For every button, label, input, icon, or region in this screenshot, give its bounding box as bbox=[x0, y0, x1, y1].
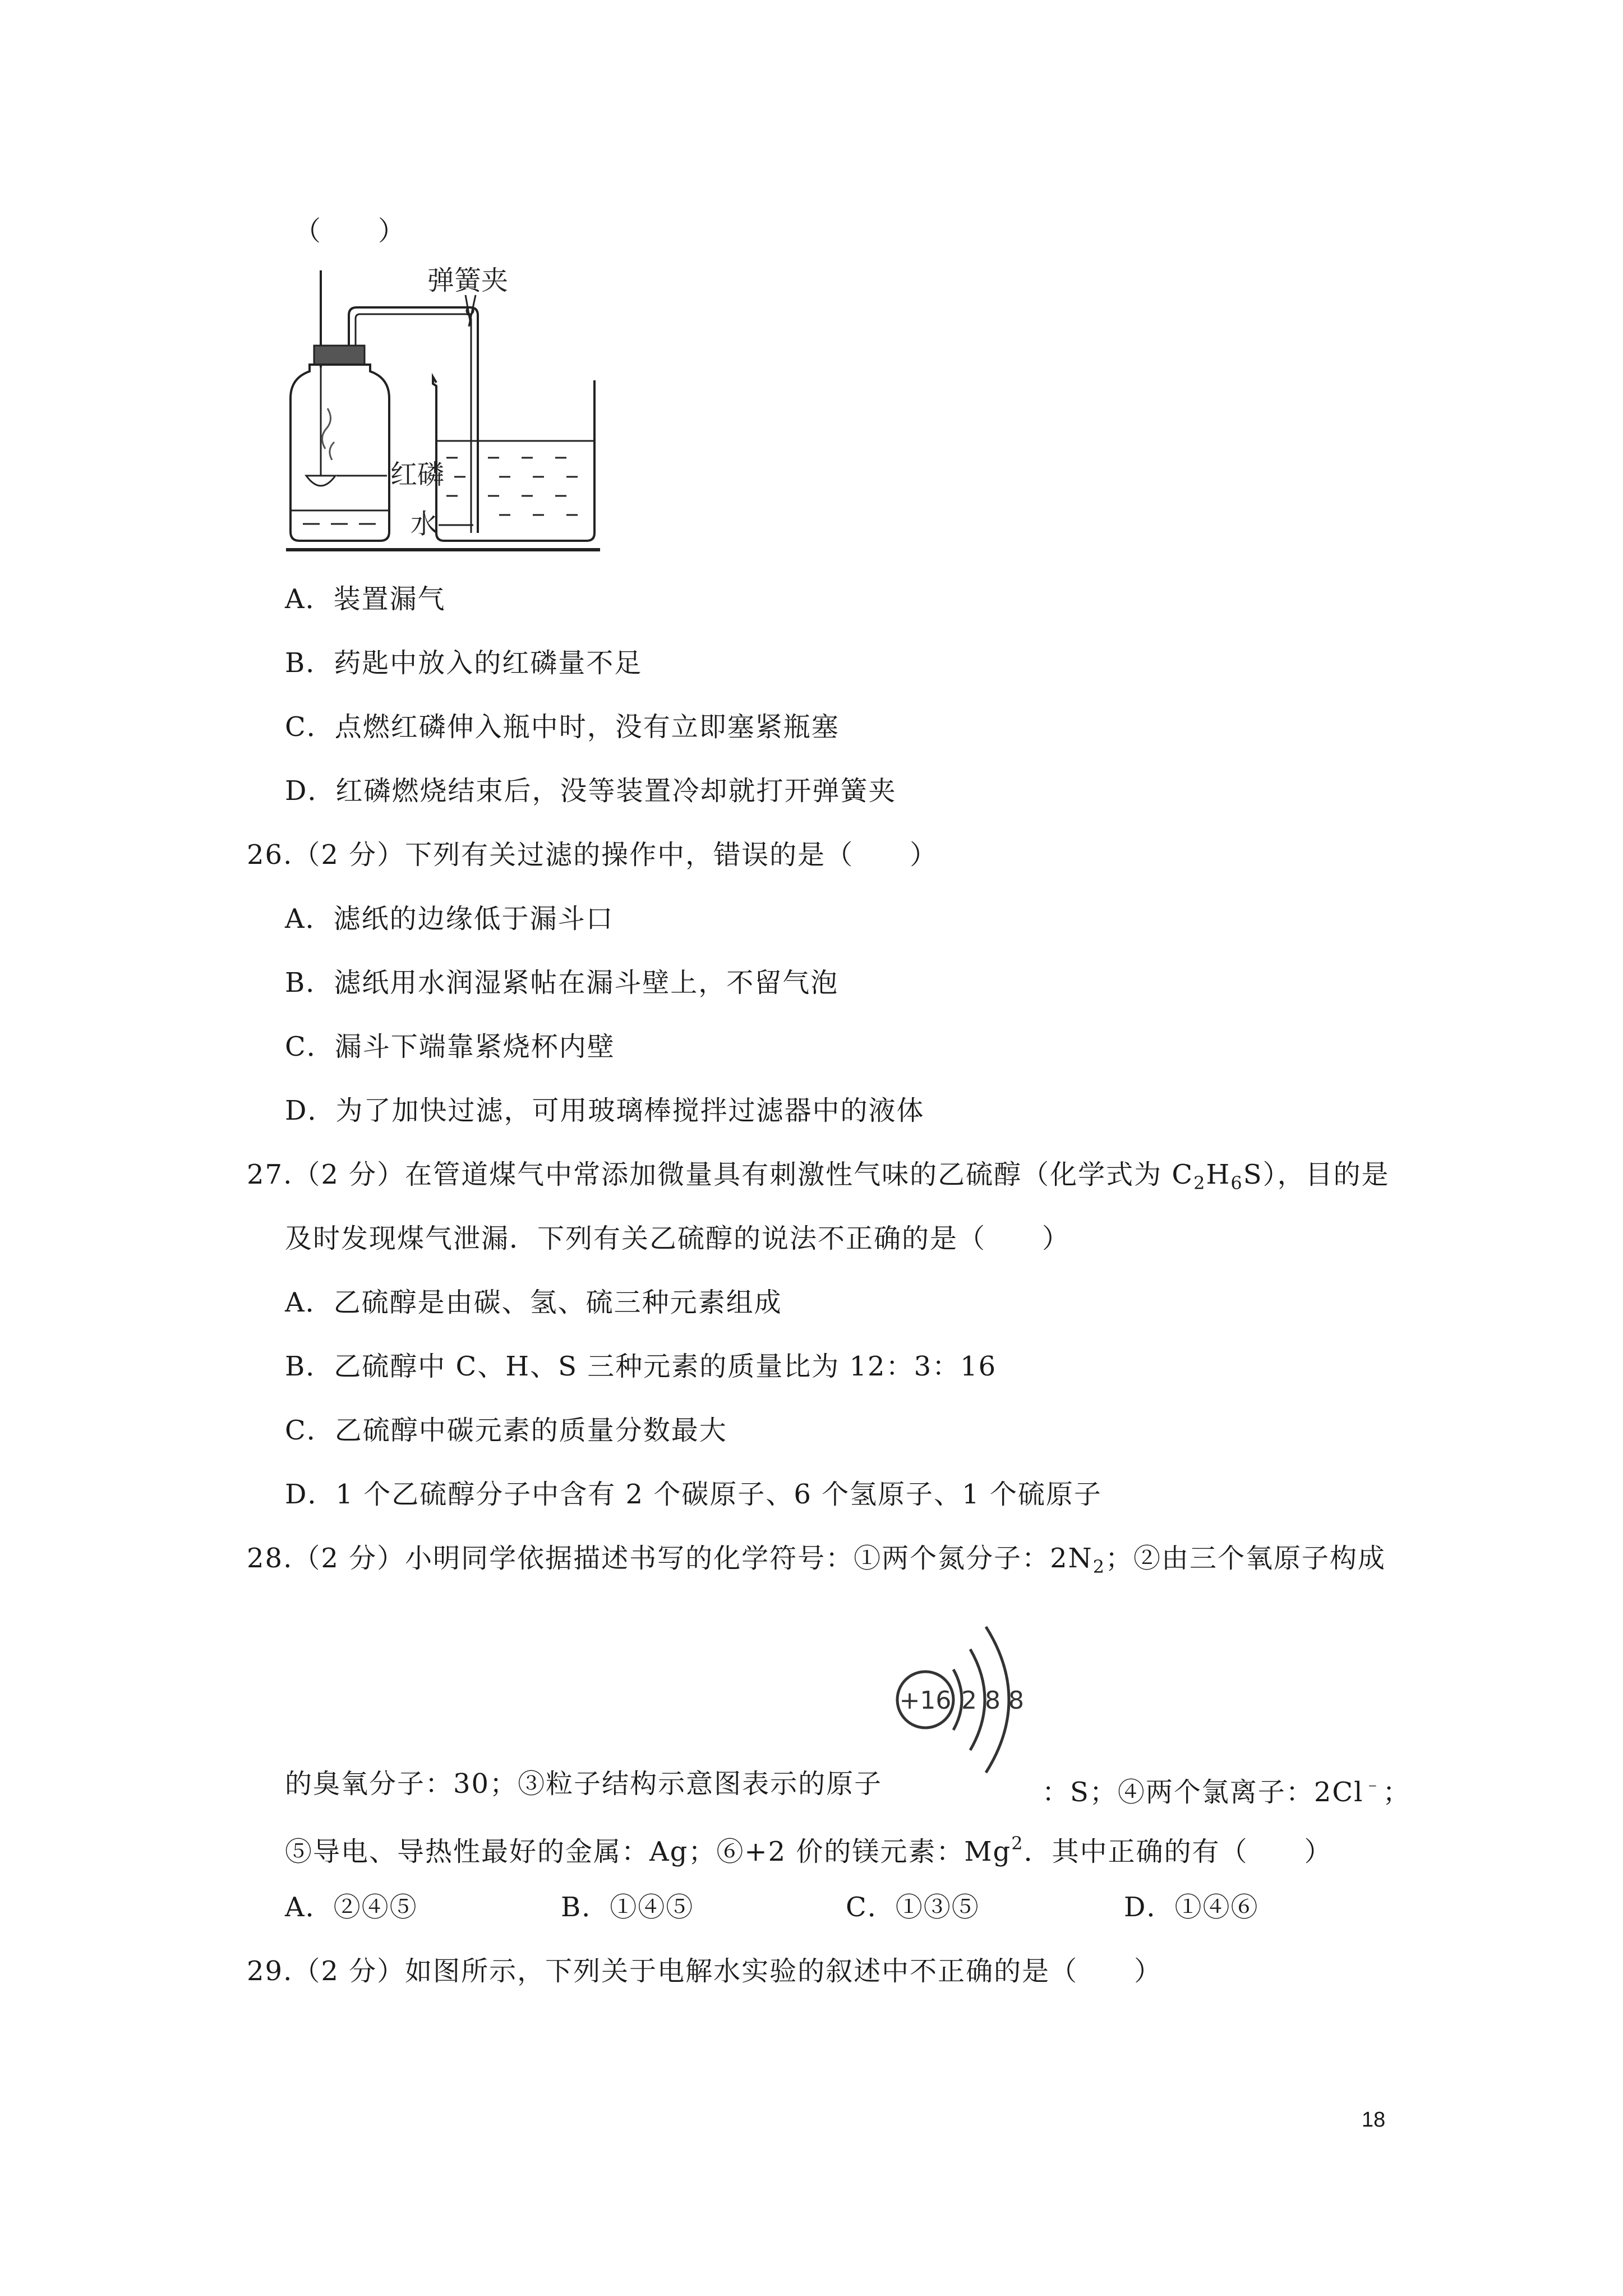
q25-option-a: A．装置漏气 bbox=[285, 583, 446, 615]
q28-stem-text-semicolon: ； bbox=[1382, 1777, 1411, 1808]
q27-option-a: A．乙硫醇是由碳、氢、硫三种元素组成 bbox=[285, 1287, 782, 1318]
q27-stem-text: 27.（2 分）在管道煤气中常添加微量具有刺激性气味的乙硫醇（化学式为 C bbox=[247, 1159, 1194, 1190]
q25-option-d: D．红磷燃烧结束后，没等装置冷却就打开弹簧夹 bbox=[285, 775, 897, 807]
q27-stem-text-end: S），目的是 bbox=[1243, 1159, 1390, 1190]
shell-3-electrons: 8 bbox=[1008, 1686, 1024, 1715]
q28-option-a: A．②④⑤ bbox=[285, 1892, 418, 1923]
q27-stem-line1 bbox=[247, 1158, 1390, 1200]
spring-clip-icon bbox=[465, 295, 476, 326]
q28-stem-text-d: ．其中正确的有（ ） bbox=[1023, 1836, 1332, 1867]
label-spring-clip: 弹簧夹 bbox=[427, 265, 509, 296]
shell-1-electrons: 2 bbox=[961, 1686, 977, 1715]
label-water: 水 bbox=[411, 508, 438, 540]
q28-n2-sub: 2 bbox=[1092, 1556, 1106, 1577]
q27-option-d: D．1 个乙硫醇分子中含有 2 个碳原子、6 个氢原子、1 个硫原子 bbox=[285, 1479, 1102, 1510]
q28-stem-line2-a: 的臭氧分子：30；③粒子结构示意图表示的原子 bbox=[285, 1768, 883, 1800]
q26-option-b: B．滤纸用水润湿紧帖在漏斗壁上，不留气泡 bbox=[285, 967, 839, 999]
sulfur-atom-structure-diagram bbox=[886, 1610, 1066, 1789]
shell-2-electrons: 8 bbox=[985, 1686, 1000, 1715]
q27-formula-sub-6: 6 bbox=[1230, 1172, 1243, 1194]
q27-option-c: C．乙硫醇中碳元素的质量分数最大 bbox=[285, 1415, 727, 1446]
q27-formula-h: H bbox=[1206, 1159, 1231, 1190]
q25-apparatus-figure bbox=[286, 264, 600, 561]
q26-option-d: D．为了加快过滤，可用玻璃棒搅拌过滤器中的液体 bbox=[285, 1095, 925, 1126]
q26-stem: 26.（2 分）下列有关过滤的操作中，错误的是（ ） bbox=[247, 839, 938, 871]
q28-stem-line1 bbox=[247, 1542, 1386, 1584]
q26-option-c: C．漏斗下端靠紧烧杯内壁 bbox=[285, 1031, 615, 1062]
nucleus-charge: +16 bbox=[899, 1686, 952, 1715]
q27-formula-sub-2: 2 bbox=[1193, 1172, 1206, 1194]
q29-stem: 29.（2 分）如图所示，下列关于电解水实验的叙述中不正确的是（ ） bbox=[247, 1955, 1163, 1987]
q28-option-d: D．①④⑥ bbox=[1124, 1892, 1259, 1923]
q28-stem-text-c: ⑤导电、导热性最好的金属：Ag；⑥+2 价的镁元素：Mg bbox=[285, 1836, 1012, 1867]
q27-option-b: B．乙硫醇中 C、H、S 三种元素的质量比为 12：3：16 bbox=[285, 1351, 997, 1382]
q28-stem-text-a: 28.（2 分）小明同学依据描述书写的化学符号：①两个氮分子：2N bbox=[247, 1543, 1093, 1574]
q26-option-a: A．滤纸的边缘低于漏斗口 bbox=[285, 903, 614, 935]
q28-cl-charge-sup: ﹣ bbox=[1363, 1773, 1383, 1795]
q25-option-c: C．点燃红磷伸入瓶中时，没有立即塞紧瓶塞 bbox=[285, 711, 840, 743]
q28-option-b: B．①④⑤ bbox=[561, 1892, 694, 1923]
q28-stem-text-cl: ：S；④两个氯离子：2Cl bbox=[1042, 1777, 1364, 1808]
page-number: 18 bbox=[1362, 2108, 1386, 2132]
q28-stem-line2-b bbox=[1042, 1767, 1411, 1809]
label-red-phosphorus: 红磷 bbox=[390, 459, 445, 490]
q28-mg-sup: 2 bbox=[1011, 1833, 1024, 1854]
q25-stem-tail: （ ） bbox=[294, 215, 407, 247]
q28-stem-text-b: ；②由三个氧原子构成 bbox=[1105, 1543, 1386, 1574]
q27-stem-line2: 及时发现煤气泄漏．下列有关乙硫醇的说法不正确的是（ ） bbox=[285, 1223, 1071, 1254]
q25-option-b: B．药匙中放入的红磷量不足 bbox=[285, 647, 643, 679]
q28-option-c: C．①③⑤ bbox=[846, 1892, 980, 1923]
q28-stem-line3 bbox=[285, 1826, 1332, 1869]
